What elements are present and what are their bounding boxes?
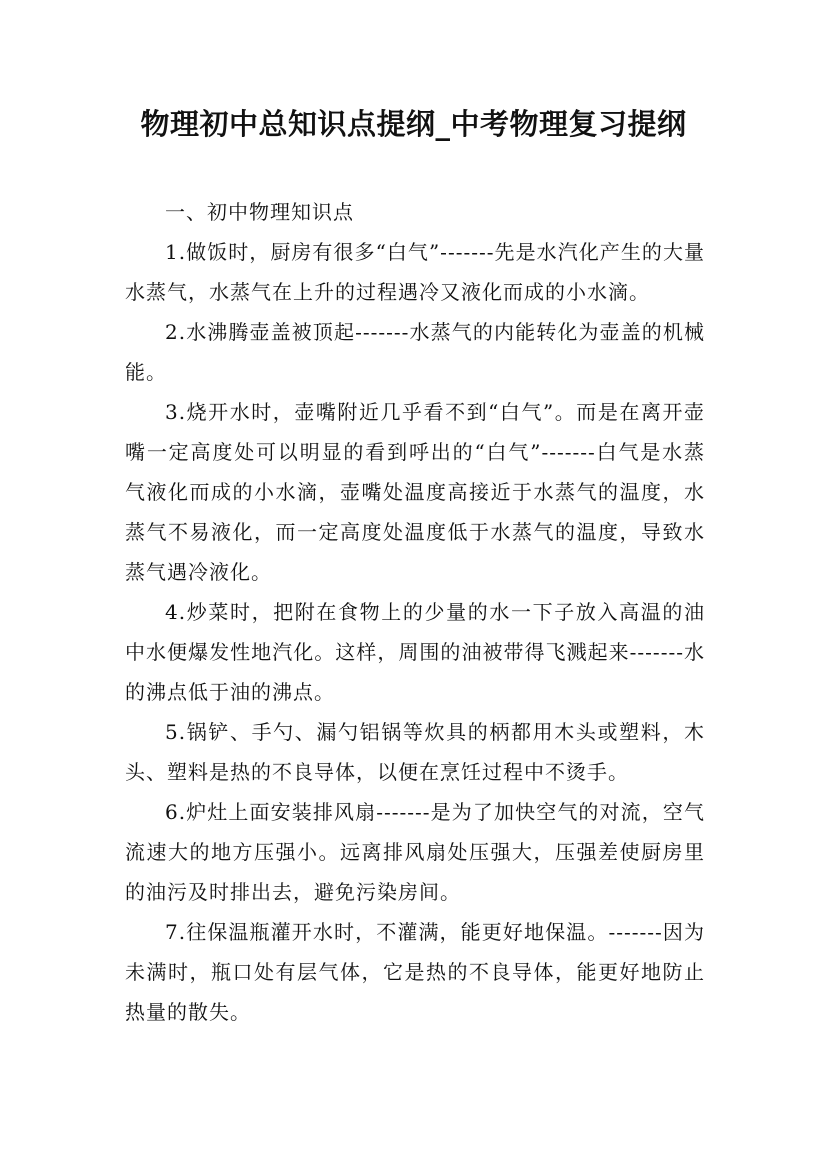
document-body bbox=[125, 192, 705, 1032]
paragraph-2: 2.水沸腾壶盖被顶起-------水蒸气的内能转化为壶盖的机械能。 bbox=[125, 320, 705, 384]
document-title: 物理初中总知识点提纲_中考物理复习提纲 bbox=[140, 107, 687, 141]
paragraph-3: 3.烧开水时，壶嘴附近几乎看不到“白气”。而是在离开壶嘴一定高度处可以明显的看到呼出的“白气”-------白气是水蒸气液化而成的小水滴，壶嘴处温度高接近于水蒸气的温度，水蒸气不易液化，而一定高度处温度低于水蒸气的温度，导致水蒸气遇冷液化。 bbox=[125, 400, 705, 584]
paragraph-1: 1.做饭时，厨房有很多“白气”-------先是水汽化产生的大量水蒸气，水蒸气在上升的过程遇冷又液化而成的小水滴。 bbox=[125, 240, 705, 304]
paragraph-6: 6.炉灶上面安装排风扇-------是为了加快空气的对流，空气流速大的地方压强小。远离排风扇处压强大，压强差使厨房里的油污及时排出去，避免污染房间。 bbox=[125, 800, 705, 904]
paragraph-4: 4.炒菜时，把附在食物上的少量的水一下子放入高温的油中水便爆发性地汽化。这样，周围的油被带得飞溅起来-------水的沸点低于油的沸点。 bbox=[125, 600, 705, 704]
paragraph-7: 7.往保温瓶灌开水时，不灌满，能更好地保温。-------因为未满时，瓶口处有层气体，它是热的不良导体，能更好地防止热量的散失。 bbox=[125, 920, 705, 1024]
section-heading: 一、初中物理知识点 bbox=[165, 200, 354, 224]
paragraph-5: 5.锅铲、手勺、漏勺铝锅等炊具的柄都用木头或塑料，木头、塑料是热的不良导体，以便在烹饪过程中不烫手。 bbox=[125, 720, 705, 784]
